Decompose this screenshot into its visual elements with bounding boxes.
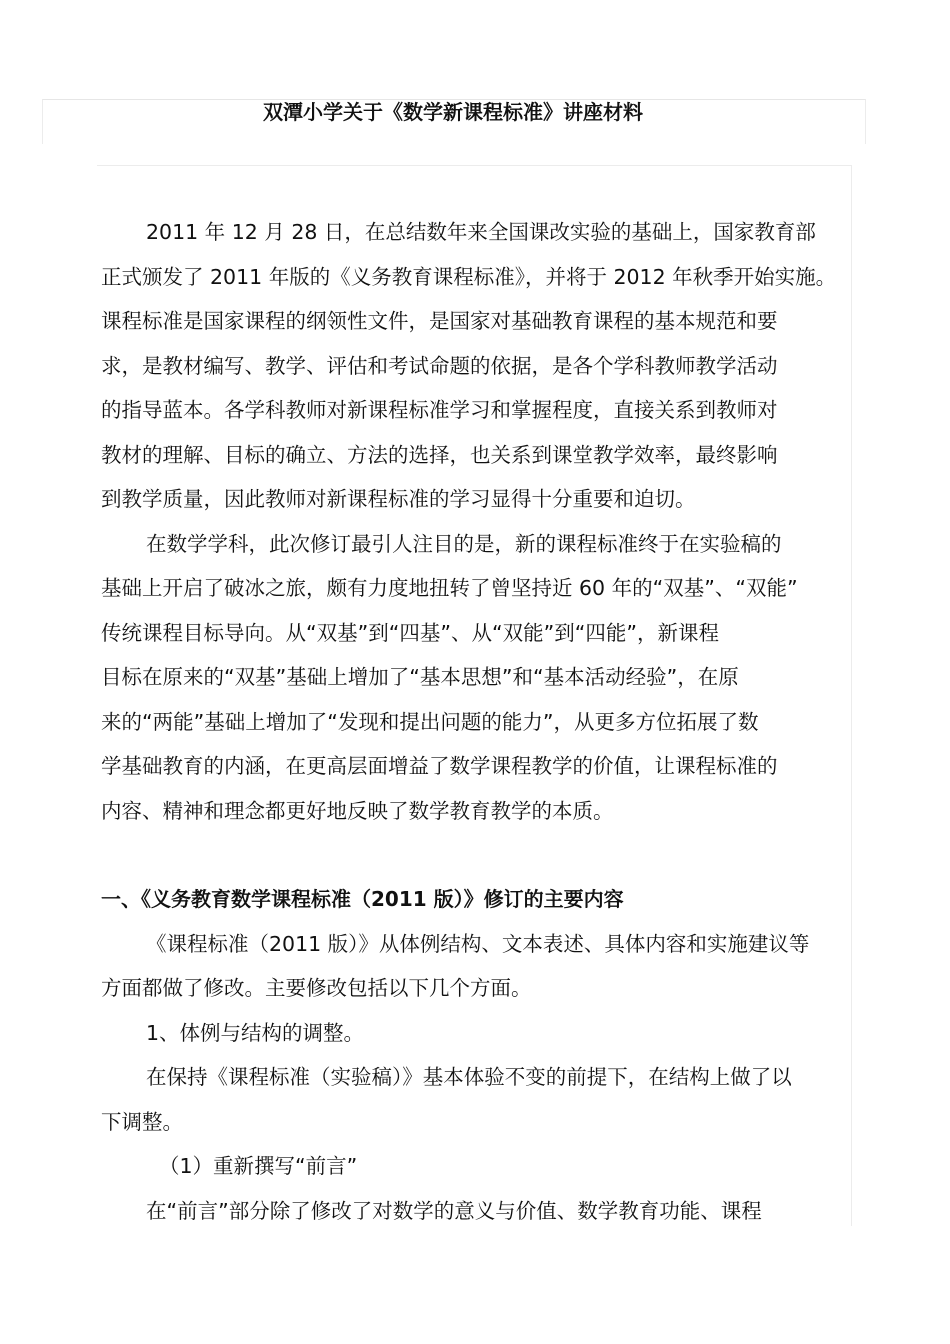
section-1-sub-1-text: 在“前言”部分除了修改了对数学的意义与价值、数学教育功能、课程 — [146, 1198, 762, 1223]
page-title: 双潭小学关于《数学新课程标准》讲座材料 — [263, 100, 643, 124]
section-1-item-1-text: 在保持《课程标准（实验稿）》基本体验不变的前提下，在结构上做了以 下调整。 — [101, 1065, 792, 1134]
document-body — [101, 210, 853, 1233]
paragraph-2: 在数学学科，此次修订最引人注目的是，新的课程标准终于在实验稿的 基础上开启了破冰之旅，颇有力度地扭转了曾坚持近 60 年的“双基”、“双能” 传统课程目标导向。从“双基”到“四基”、从“双能”到“四能”，新课程 目标在原来的“双基”基础上增加了“基本思想”和“基本活动经验”，在原 来的“两能”基础上增加了“发现和提出问题的能力”，从更多方位拓展了数 学基础教育的内涵，在更高层面增益了数学课程教学的价值，让课程标准的 内容、精神和理念都更好地反映了数学教育教学的本质。 — [101, 531, 798, 823]
section-1-intro: 《课程标准（2011 版）》从体例结构、文本表述、具体内容和实施建议等 方面都做了修改。主要修改包括以下几个方面。 — [101, 931, 810, 1000]
section-1-sub-1: （1）重新撰写“前言” — [159, 1154, 358, 1178]
paragraph-1: 2011 年 12 月 28 日，在总结数年来全国课改实验的基础上，国家教育部 正式颁发了 2011 年版的《义务教育课程标准》，并将于 2012 年秋季开始实施。 课程标准是国家课程的纲领性文件，是国家对基础教育课程的基本规范和要 求，是教材编写、教学、评估和考试命题的依据，是各个学科教师教学活动 的指导蓝本。各学科教师对新课程标准学习和掌握程度，直接关系到教师对 教材的理解、目标的确立、方法的选择，也关系到课堂教学效率，最终影响 到教学质量，因此教师对新课程标准的学习显得十分重要和迫切。 — [101, 220, 837, 511]
section-1-item-1: 1、体例与结构的调整。 — [146, 1020, 365, 1045]
section-1-heading: 一、《义务教育数学课程标准（2011 版）》修订的主要内容 — [101, 887, 624, 911]
